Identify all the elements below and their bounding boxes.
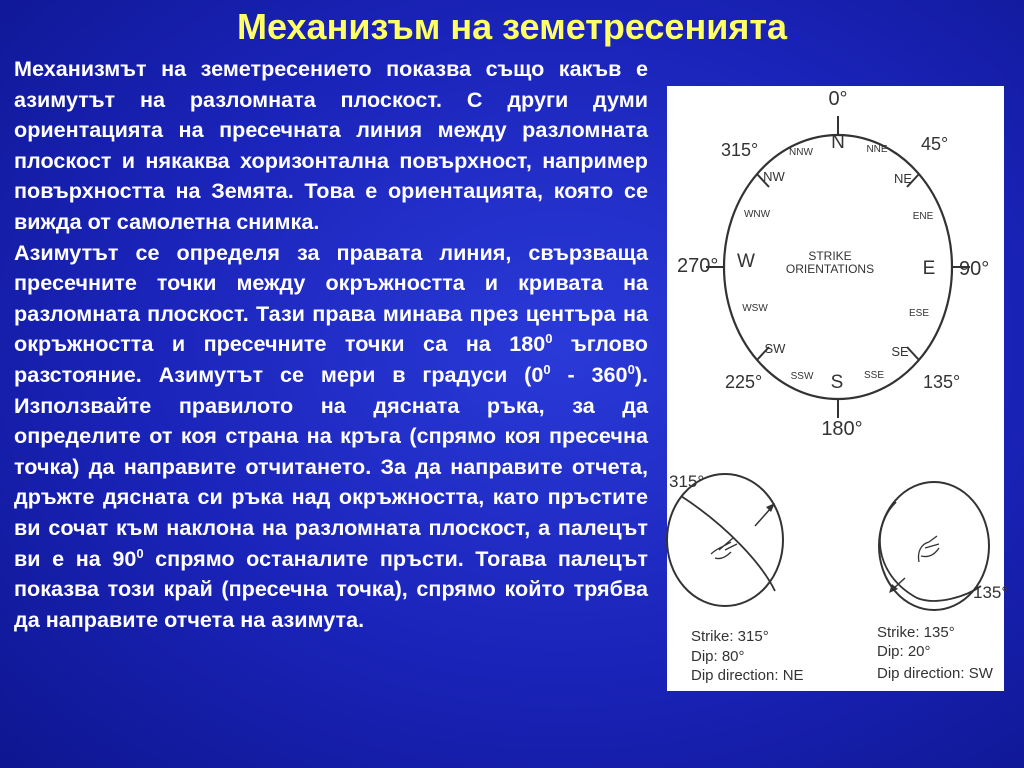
- deg-315: 315°: [721, 140, 759, 160]
- left-dip-direction: Dip direction: NE: [691, 667, 804, 684]
- dir-ne: NE: [893, 171, 913, 186]
- p2-text-d: ). Използвайте правилото на дясната ръка, за да определите от коя страна на кръга (спрямо коя пресечна точка) да направите отчитането. За да направите отчета, дръжте дясната си ръка над окръжността, като пръстите ви сочат към наклона на разломната плоскост, а палецът ви е на 90: [14, 361, 648, 571]
- right-dip-direction: Dip direction: SW: [877, 665, 993, 682]
- deg-0: 0°: [828, 88, 848, 110]
- left-net-circle: [667, 474, 783, 606]
- paragraph-strike-definition: Механизмът на земетресението показва също какъв е азимутът на разломната плоскост. С други думи ориентацията на пресечната линия между разломната плоскост и някаква хоризонтална повърхност, например повърхността на Земята. Това е ориентацията, която се вижда от самолетна снимка.: [14, 56, 648, 234]
- left-dip-arrow: [755, 508, 771, 526]
- p2-text-c: - 360: [550, 361, 628, 387]
- dir-sw: SW: [764, 341, 786, 356]
- dir-nw: NW: [763, 169, 785, 184]
- dir-e: E: [922, 258, 936, 279]
- deg-135: 135°: [923, 372, 961, 392]
- deg-45: 45°: [921, 134, 949, 154]
- right-fault-curve: [880, 502, 981, 601]
- dir-nnw: NNW: [789, 147, 813, 158]
- dir-wnw: WNW: [743, 209, 771, 220]
- dir-w: W: [737, 251, 755, 272]
- p2-text-e: спрямо останалите пръсти. Тогава палецът показва този край (пресечна точка), спрямо който трябва да направите отчета на азимута.: [14, 545, 648, 632]
- dir-se: SE: [891, 344, 909, 359]
- strike-orientation-figure: [667, 86, 1009, 691]
- compass-rose: [677, 88, 989, 440]
- dir-n: N: [831, 132, 845, 153]
- center-label-line2: ORIENTATIONS: [785, 262, 875, 276]
- p2-sup-4: 0: [136, 545, 144, 561]
- p2-text-a: Азимутът се определя за правата линия, свързваща пресечните точки между окръжността и кривата на разломната плоскост. Тази права минава през центъра на окръжността и пресечните точки са на 180: [14, 239, 648, 357]
- center-label-line1: STRIKE: [808, 249, 852, 263]
- left-dip: Dip: 80°: [691, 648, 745, 665]
- dir-nne: NNE: [866, 144, 888, 155]
- dir-wsw: WSW: [742, 303, 768, 314]
- deg-90: 90°: [959, 258, 990, 280]
- slide-title: Механизъм на земетресенията: [237, 6, 787, 47]
- paragraph-strike-measurement: [14, 238, 648, 636]
- deg-225: 225°: [725, 372, 763, 392]
- right-angle-label: 135°: [973, 583, 1009, 602]
- deg-180: 180°: [821, 418, 863, 440]
- right-strike: Strike: 135°: [877, 624, 955, 641]
- right-hand-icon: [918, 536, 939, 562]
- left-strike: Strike: 315°: [691, 628, 769, 645]
- left-hand-icon: [711, 538, 737, 559]
- dir-ese: ESE: [908, 308, 930, 319]
- p2-sup-1: 0: [545, 331, 553, 347]
- deg-270: 270°: [677, 255, 719, 277]
- dir-s: S: [830, 372, 844, 393]
- strike-figure-svg: [667, 86, 1009, 691]
- tick-se: [907, 347, 919, 360]
- dir-sse: SSE: [863, 370, 885, 381]
- example-right: [877, 482, 1008, 682]
- dir-ene: ENE: [912, 211, 934, 222]
- slide-body: [14, 54, 648, 635]
- dir-ssw: SSW: [790, 371, 814, 382]
- p2-sup-3: 0: [627, 361, 635, 377]
- left-angle-label: 315°: [669, 472, 705, 491]
- p2-text-b: ъглово разстояние. Азимутът се мери в градуси (0: [14, 331, 648, 387]
- example-left: [667, 472, 804, 684]
- p2-sup-2: 0: [543, 361, 551, 377]
- left-dip-arrowhead: [766, 503, 775, 512]
- right-dip: Dip: 20°: [877, 643, 931, 660]
